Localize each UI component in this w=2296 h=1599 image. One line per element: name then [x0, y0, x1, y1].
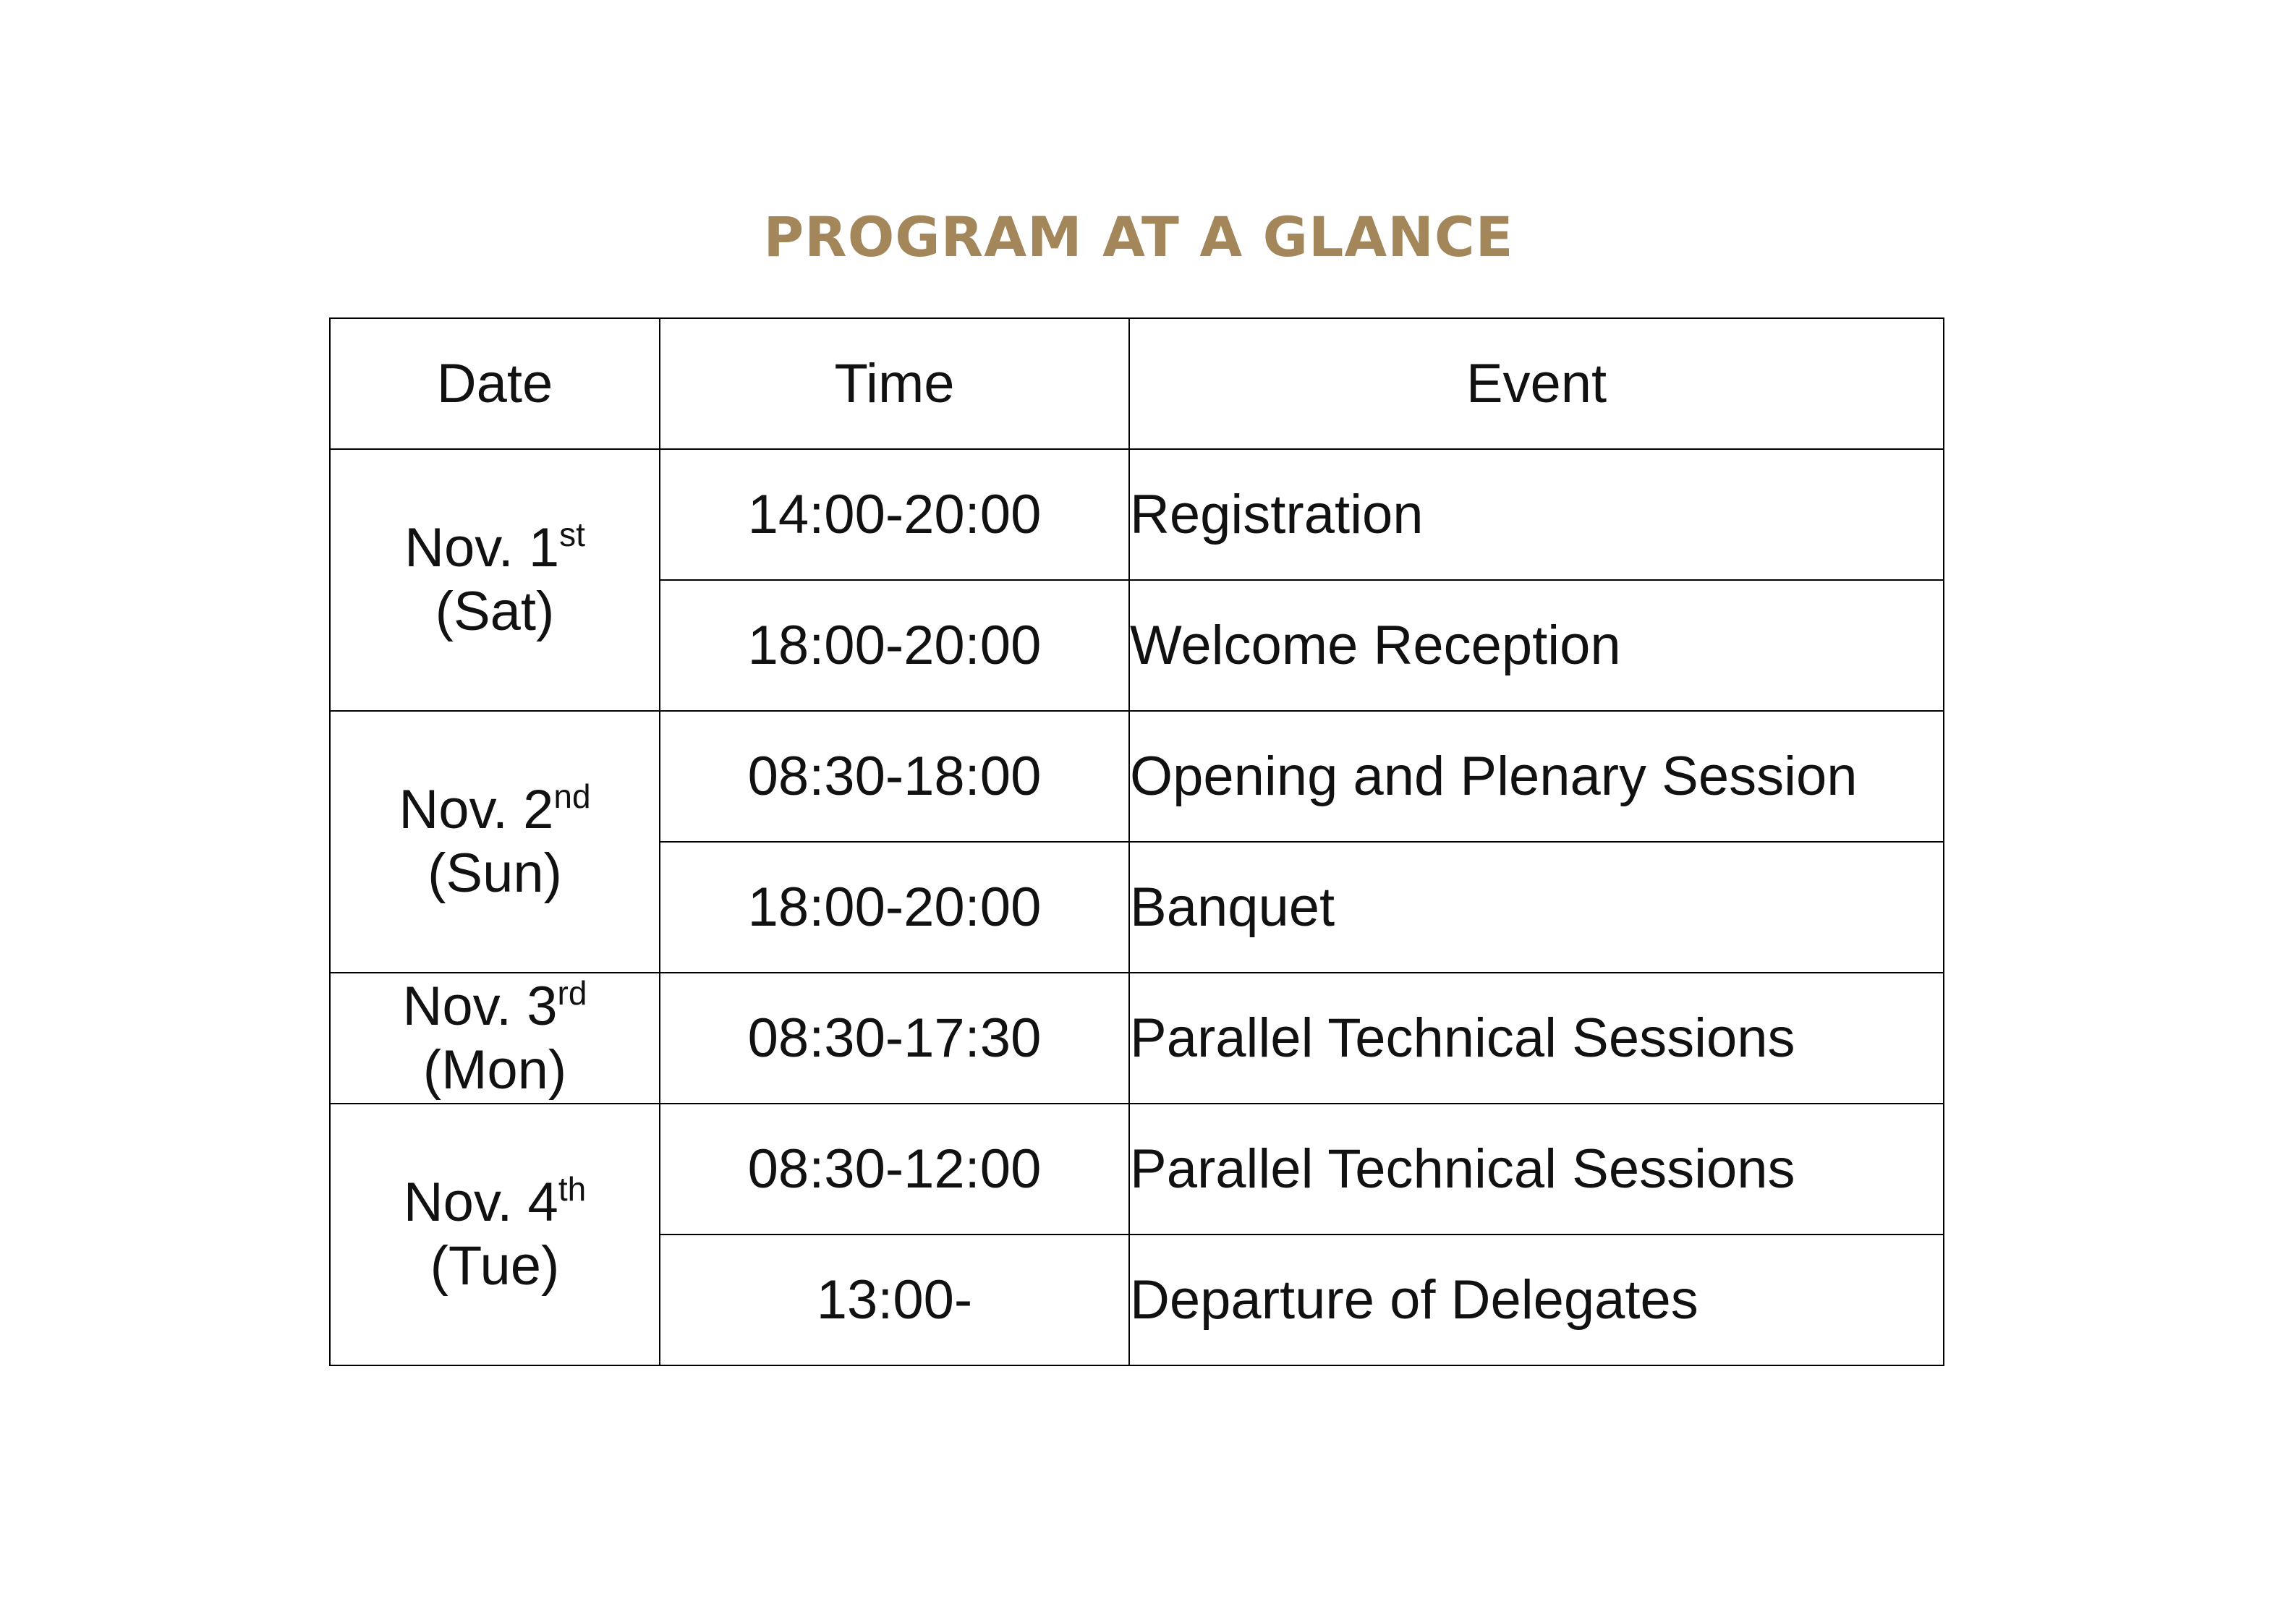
date-label: [331, 975, 659, 1039]
event-cell: Parallel Technical Sessions: [1129, 1104, 1944, 1235]
event-cell: Banquet: [1129, 842, 1944, 973]
date-weekday: (Tue): [430, 1235, 560, 1297]
event-cell: Registration: [1129, 449, 1944, 580]
date-month-day: Nov. 1: [404, 517, 560, 579]
date-label: [331, 778, 659, 842]
date-cell: [330, 973, 660, 1104]
date-month-day: Nov. 4: [403, 1172, 558, 1233]
event-cell: Parallel Technical Sessions: [1129, 973, 1944, 1104]
time-cell: 08:30-12:00: [660, 1104, 1129, 1235]
date-suffix: st: [559, 516, 585, 553]
table-row: [330, 1104, 1944, 1235]
date-label: [331, 516, 659, 580]
date-suffix: nd: [553, 777, 591, 815]
date-cell: [330, 711, 660, 973]
date-weekday: (Sat): [435, 581, 555, 642]
header-time: Time: [660, 318, 1129, 449]
time-cell: 08:30-18:00: [660, 711, 1129, 842]
event-cell: Opening and Plenary Session: [1129, 711, 1944, 842]
table-header-row: [330, 318, 1944, 449]
header-event: Event: [1129, 318, 1944, 449]
date-month-day: Nov. 3: [402, 975, 558, 1037]
time-cell: 13:00-: [660, 1235, 1129, 1365]
event-cell: Departure of Delegates: [1129, 1235, 1944, 1365]
date-weekday: (Mon): [422, 1039, 567, 1101]
table-row: [330, 711, 1944, 842]
date-suffix: th: [558, 1170, 587, 1208]
date-suffix: rd: [557, 973, 587, 1012]
time-cell: 08:30-17:30: [660, 973, 1129, 1104]
date-cell: [330, 449, 660, 711]
event-cell: Welcome Reception: [1129, 580, 1944, 711]
date-weekday: (Sun): [428, 843, 562, 904]
time-cell: 14:00-20:00: [660, 449, 1129, 580]
header-date: Date: [330, 318, 660, 449]
table-row: [330, 973, 1944, 1104]
program-table: [329, 317, 1944, 1366]
table-row: [330, 449, 1944, 580]
time-cell: 18:00-20:00: [660, 580, 1129, 711]
date-label: [331, 1171, 659, 1235]
date-month-day: Nov. 2: [399, 779, 554, 840]
date-cell: [330, 1104, 660, 1365]
page-title: PROGRAM AT A GLANCE: [763, 205, 1514, 269]
time-cell: 18:00-20:00: [660, 842, 1129, 973]
